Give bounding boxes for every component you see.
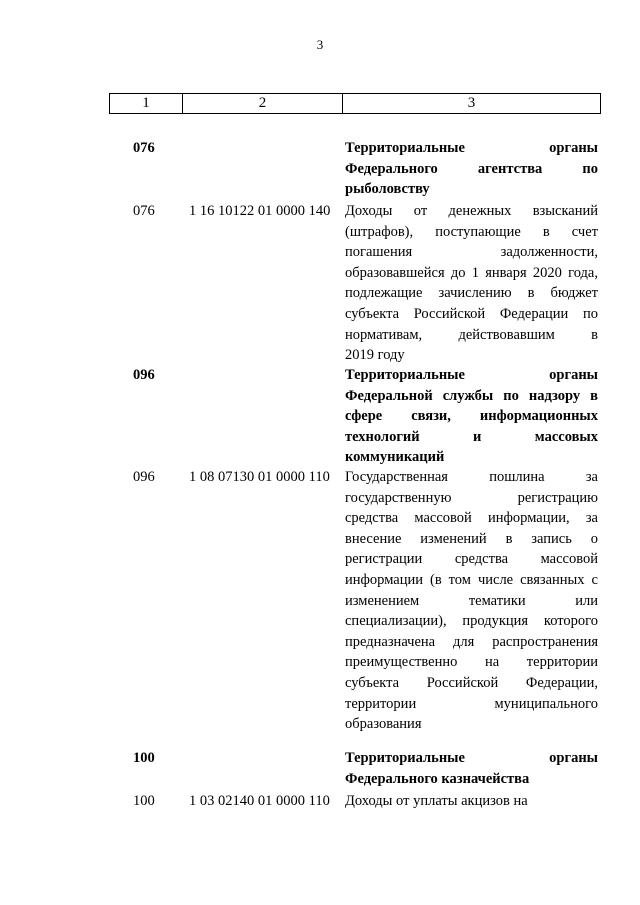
revenue-name-line: (штрафов), поступающие в счет: [345, 223, 598, 240]
revenue-name: [345, 138, 598, 200]
revenue-name: [345, 365, 598, 468]
revenue-name: [345, 791, 598, 812]
page-number: 3: [316, 37, 324, 52]
revenue-name-line: Территориальные органы: [345, 140, 598, 156]
admin-code: 096: [133, 367, 155, 383]
revenue-name: [345, 748, 598, 789]
revenue-name-line: Государственная пошлина за: [345, 469, 598, 485]
revenue-name-line: коммуникаций: [345, 449, 445, 466]
revenue-name: [345, 467, 598, 735]
budget-classification-code: 1 03 02140 01 0000 110: [189, 793, 330, 809]
column-number-header: [109, 93, 601, 114]
revenue-name-line: внесение изменений в запись о: [345, 530, 598, 547]
revenue-name-line: подлежащие зачислению в бюджет: [345, 285, 598, 302]
revenue-name-line: Федерального агентства по: [345, 160, 598, 177]
revenue-name: [345, 201, 598, 366]
header-col-3: 3: [467, 95, 476, 111]
revenue-name-line: образовавшейся до 1 января 2020 года,: [345, 264, 598, 281]
revenue-name-line: сфере связи, информационных: [345, 408, 598, 425]
admin-code: 100: [133, 750, 155, 766]
revenue-name-line: технологий и массовых: [345, 428, 598, 445]
revenue-name-line: погашения задолженности,: [345, 244, 598, 261]
budget-classification-code: 1 16 10122 01 0000 140: [189, 203, 331, 219]
revenue-name-line: преимущественно на территории: [345, 654, 598, 671]
revenue-name-line: Территориальные органы: [345, 750, 598, 766]
revenue-name-line: Доходы от денежных взысканий: [345, 203, 598, 219]
revenue-name-line: образования: [345, 716, 422, 733]
revenue-name-line: регистрации средства массовой: [345, 551, 598, 568]
header-col-2: 2: [183, 94, 343, 113]
revenue-name-line: государственную регистрацию: [345, 489, 598, 506]
header-col-1: 1: [110, 94, 183, 113]
revenue-name-line: Федерального казначейства: [345, 770, 530, 787]
revenue-name-line: Федеральной службы по надзору в: [345, 387, 598, 404]
revenue-name-line: Доходы от уплаты акцизов на: [345, 793, 528, 809]
admin-code: 100: [133, 793, 155, 809]
revenue-name-line: нормативам, действовавшим в: [345, 326, 598, 343]
revenue-name-line: территории муниципального: [345, 695, 598, 712]
revenue-name-line: Территориальные органы: [345, 367, 598, 383]
revenue-name-line: субъекта Российской Федерации,: [345, 674, 598, 691]
revenue-name-line: информации (в том числе связанных с: [345, 571, 598, 588]
revenue-name-line: специализации), продукция которого: [345, 613, 598, 630]
revenue-name-line: предназначена для распространения: [345, 633, 598, 650]
revenue-name-line: изменением тематики или: [345, 592, 598, 609]
revenue-name-line: средства массовой информации, за: [345, 510, 598, 527]
admin-code: 076: [133, 203, 155, 219]
revenue-name-line: субъекта Российской Федерации по: [345, 305, 598, 322]
revenue-name-line: рыболовству: [345, 181, 430, 198]
admin-code: 076: [133, 140, 155, 156]
admin-code: 096: [133, 469, 155, 485]
revenue-name-line: 2019 году: [345, 347, 405, 364]
budget-classification-code: 1 08 07130 01 0000 110: [189, 469, 330, 485]
